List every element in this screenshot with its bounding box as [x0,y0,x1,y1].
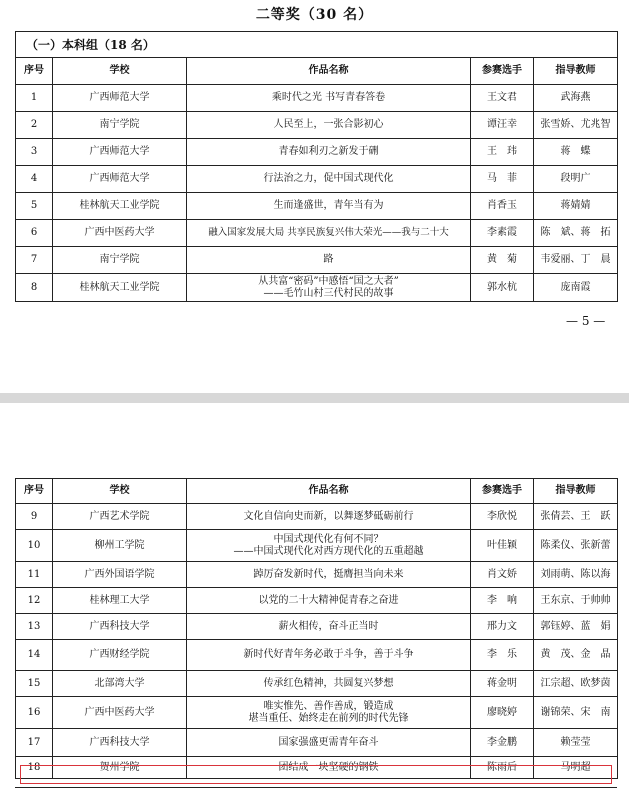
page-6 [0,403,629,792]
table-row [16,85,618,112]
table-row [16,614,618,640]
cell-teacher: 陈柔仪、张新蕾 [534,530,618,562]
table-row [16,640,618,671]
cell-no: 5 [16,193,53,220]
header-participant: 参赛选手 [471,58,534,85]
cell-participant: 叶佳颖 [471,530,534,562]
cell-school: 广西中医药大学 [53,697,187,729]
cell-work: 生而逢盛世，青年当有为 [187,193,471,220]
cell-school: 桂林航天工业学院 [53,274,187,302]
table-row [16,166,618,193]
table-row [16,274,618,302]
cell-school: 柳州工学院 [53,530,187,562]
table-row [16,697,618,729]
cell-school: 广西艺术学院 [53,504,187,530]
cell-no: 16 [16,697,53,729]
cell-teacher: 陈 斌、蒋 拓 [534,220,618,247]
cell-teacher: 蒋 蝶 [534,139,618,166]
cell-no: 7 [16,247,53,274]
cell-work: 融入国家发展大局 共享民族复兴伟大荣光——我与二十大 [187,220,471,247]
cell-work: 团结成一块坚硬的钢铁 [187,757,471,779]
cell-school: 广西中医药大学 [53,220,187,247]
cell-teacher: 马明超 [534,757,618,779]
group-title-row [16,32,618,58]
page-number: — 5 — [566,314,606,328]
cell-school: 广西外国语学院 [53,562,187,588]
cell-participant: 李欣悦 [471,504,534,530]
cell-no: 3 [16,139,53,166]
cell-teacher: 韦爱丽、丁 晨 [534,247,618,274]
group-title: （一）本科组（18 名） [16,32,618,58]
cell-participant: 郭水杭 [471,274,534,302]
cell-work-line-1: 从共富“密码”中感悟“国之大者” [258,275,399,287]
cell-school: 广西师范大学 [53,166,187,193]
cell-work-line-1: 唯实惟先、善作善成，锻造成 [263,700,394,712]
cell-no: 4 [16,166,53,193]
cell-teacher: 蒋婧婧 [534,193,618,220]
header-work: 作品名称 [187,58,471,85]
cell-no: 17 [16,729,53,757]
cell-school: 贺州学院 [53,757,187,779]
table-row [16,562,618,588]
cell-work: 薪火相传，奋斗正当时 [187,614,471,640]
cell-work: 新时代好青年务必敢于斗争，善于斗争 [187,640,471,671]
cell-teacher: 武海燕 [534,85,618,112]
cell-teacher: 赖莹莹 [534,729,618,757]
cell-no: 15 [16,671,53,697]
cell-teacher: 段明广 [534,166,618,193]
cell-no: 2 [16,112,53,139]
cell-work: 传承红色精神，共圆复兴梦想 [187,671,471,697]
cell-work-line-2: 堪当重任、始终走在前列的时代先锋 [248,712,409,724]
cell-school: 南宁学院 [53,247,187,274]
page-5 [0,0,629,393]
award-title: 二等奖（30 名） [255,7,374,23]
header-no: 序号 [16,58,53,85]
cell-no: 6 [16,220,53,247]
cell-participant: 陈雨后 [471,757,534,779]
cell-work-line-2: ——毛竹山村三代村民的故事 [263,287,394,299]
cell-participant: 李 响 [471,588,534,614]
cell-no: 13 [16,614,53,640]
table-bottom-rule [15,787,617,788]
header-school: 学校 [53,479,187,504]
row-highlight-box [20,765,612,784]
table-row [16,220,618,247]
cell-work: 行法治之力，促中国式现代化 [187,166,471,193]
cell-work [187,697,471,729]
cell-school: 北部湾大学 [53,671,187,697]
cell-participant: 马 菲 [471,166,534,193]
cell-participant: 王文君 [471,85,534,112]
cell-participant: 李金鹏 [471,729,534,757]
cell-school: 广西师范大学 [53,85,187,112]
cell-participant: 李 乐 [471,640,534,671]
cell-work: 路 [187,247,471,274]
cell-work: 踔厉奋发新时代，挺膺担当向未来 [187,562,471,588]
header-participant: 参赛选手 [471,479,534,504]
cell-no: 14 [16,640,53,671]
cell-teacher: 张雪娇、尤兆智 [534,112,618,139]
table-row [16,588,618,614]
table-row [16,530,618,562]
cell-participant: 廖晓婷 [471,697,534,729]
cell-teacher: 张倩芸、王 跃 [534,504,618,530]
cell-participant: 邢力文 [471,614,534,640]
page-separator [0,393,629,403]
cell-no: 1 [16,85,53,112]
cell-teacher: 刘雨萌、陈以海 [534,562,618,588]
cell-school: 广西科技大学 [53,614,187,640]
header-no: 序号 [16,479,53,504]
cell-work: 乘时代之光 书写青春答卷 [187,85,471,112]
cell-teacher: 郭钰婷、蓝 娟 [534,614,618,640]
header-row [16,58,618,85]
table-row [16,139,618,166]
cell-participant: 黄 菊 [471,247,534,274]
cell-no: 8 [16,274,53,302]
cell-teacher: 江宗超、欧梦茵 [534,671,618,697]
table-row [16,729,618,757]
cell-school: 广西财经学院 [53,640,187,671]
cell-work [187,274,471,302]
cell-work: 人民至上，一张合影初心 [187,112,471,139]
cell-no: 10 [16,530,53,562]
cell-school: 桂林航天工业学院 [53,193,187,220]
cell-school: 南宁学院 [53,112,187,139]
header-work: 作品名称 [187,479,471,504]
table-row [16,112,618,139]
cell-no: 18 [16,757,53,779]
cell-work [187,530,471,562]
table-row [16,193,618,220]
cell-no: 12 [16,588,53,614]
cell-participant: 肖香玉 [471,193,534,220]
header-row [16,479,618,504]
cell-school: 广西师范大学 [53,139,187,166]
cell-work-line-1: 中国式现代化有何不同？ [273,533,384,545]
cell-work: 以党的二十大精神促青春之奋进 [187,588,471,614]
table-row [16,671,618,697]
cell-work: 青春如利刃之新发于硎 [187,139,471,166]
cell-work-line-2: ——中国式现代化对西方现代化的五重超越 [233,545,424,557]
cell-participant: 蒋金明 [471,671,534,697]
cell-teacher: 王东京、于帅帅 [534,588,618,614]
cell-no: 9 [16,504,53,530]
table-row [16,247,618,274]
cell-participant: 肖文娇 [471,562,534,588]
cell-participant: 王 玮 [471,139,534,166]
cell-teacher: 谢锦荣、宋 南 [534,697,618,729]
header-teacher: 指导教师 [534,479,618,504]
award-table-page-5 [15,31,618,302]
cell-school: 桂林理工大学 [53,588,187,614]
header-teacher: 指导教师 [534,58,618,85]
cell-work: 文化自信向史而新，以舞逐梦砥砺前行 [187,504,471,530]
cell-no: 11 [16,562,53,588]
cell-teacher: 黄 茂、金 晶 [534,640,618,671]
cell-school: 广西科技大学 [53,729,187,757]
award-table-page-6 [15,478,618,779]
table-row [16,504,618,530]
cell-participant: 李素霞 [471,220,534,247]
header-school: 学校 [53,58,187,85]
cell-participant: 谭汪幸 [471,112,534,139]
cell-teacher: 庞南霞 [534,274,618,302]
cell-work: 国家强盛更需青年奋斗 [187,729,471,757]
